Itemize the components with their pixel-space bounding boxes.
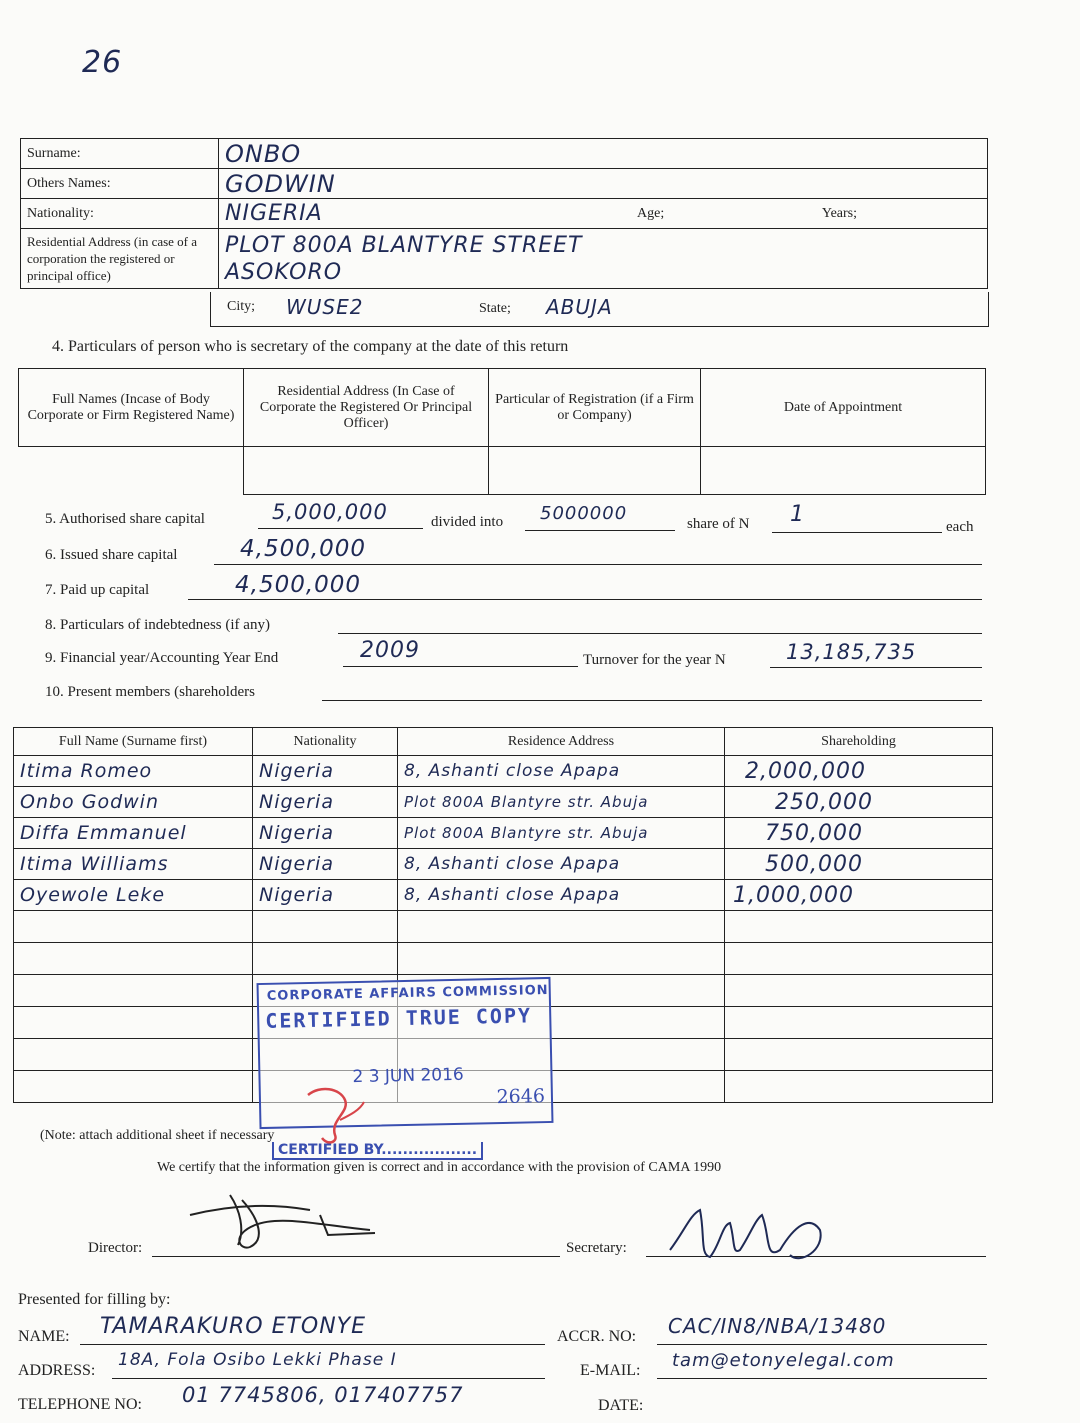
certify-text: We certify that the information given is correct and in accordance with the provision of CAMA 1990	[157, 1160, 722, 1175]
certified-by-stamp: CERTIFIED BY..................	[272, 1142, 483, 1160]
member-nationality: Nigeria	[253, 880, 398, 911]
member-name: Itima Romeo	[14, 756, 253, 787]
members-label: 10. Present members (shareholders	[45, 684, 255, 700]
state-value: ABUJA	[546, 295, 613, 319]
director-signature	[170, 1185, 400, 1260]
member-shares: 2,000,000	[725, 756, 993, 787]
stamp-line2: CERTIFIED TRUE COPY	[265, 1003, 533, 1033]
address-value: 18A, Fola Osibo Lekki Phase I	[118, 1350, 397, 1370]
sec-cell	[489, 447, 701, 495]
accr-value: CAC/IN8/NBA/13480	[668, 1314, 887, 1338]
accr-label: ACCR. NO:	[557, 1328, 637, 1345]
secretary-table	[18, 368, 986, 495]
financial-label: 9. Financial year/Accounting Year End	[45, 650, 279, 666]
sec-cell	[19, 447, 244, 495]
table-row	[14, 880, 993, 911]
sec-header-date: Date of Appointment	[701, 369, 986, 447]
age-label: Age;	[631, 199, 793, 229]
secretary-heading: 4. Particulars of person who is secretary of the company at the date of this return	[52, 338, 569, 355]
member-name: Diffa Emmanuel	[14, 818, 253, 849]
member-address: 8, Ashanti close Apapa	[398, 756, 725, 787]
surname-label: Surname:	[21, 139, 219, 169]
table-row	[14, 911, 993, 943]
member-name: Oyewole Leke	[14, 880, 253, 911]
issued-label: 6. Issued share capital	[45, 547, 178, 563]
telephone-value: 01 7745806, 017407757	[182, 1383, 464, 1407]
indebtedness-label: 8. Particulars of indebtedness (if any)	[45, 617, 270, 633]
table-row	[14, 818, 993, 849]
name-value: TAMARAKURO ETONYE	[100, 1314, 367, 1339]
member-name: Onbo Godwin	[14, 787, 253, 818]
stamp-number: 2646	[496, 1085, 546, 1109]
sec-cell	[244, 447, 489, 495]
secretary-signature	[660, 1195, 830, 1275]
member-nationality: Nigeria	[253, 849, 398, 880]
other-names-label: Others Names:	[21, 169, 219, 199]
member-shares: 500,000	[725, 849, 993, 880]
share-value: 1	[790, 502, 805, 527]
member-address: Plot 800A Blantyre str. Abuja	[398, 818, 725, 849]
secretary-label: Secretary:	[566, 1240, 627, 1256]
member-address: 8, Ashanti close Apapa	[398, 880, 725, 911]
share-label: share of N	[687, 516, 750, 532]
paid-value: 4,500,000	[235, 572, 362, 598]
turnover-label: Turnover for the year N	[583, 652, 726, 668]
telephone-label: TELEPHONE NO:	[18, 1396, 142, 1413]
member-header-address: Residence Address	[398, 728, 725, 756]
director-label: Director:	[88, 1240, 143, 1256]
issued-value: 4,500,000	[240, 536, 367, 562]
date-label: DATE:	[598, 1397, 644, 1414]
state-label: State;	[479, 301, 511, 316]
member-shares: 1,000,000	[725, 880, 993, 911]
authorised-label: 5. Authorised share capital	[45, 511, 205, 527]
authorised-value: 5,000,000	[272, 500, 388, 524]
name-label: NAME:	[18, 1328, 70, 1345]
city-value: WUSE2	[286, 295, 364, 319]
member-address: Plot 800A Blantyre str. Abuja	[398, 787, 725, 818]
page-number: 26	[82, 45, 123, 80]
address-line2: ASOKORO	[225, 259, 343, 285]
table-row	[14, 943, 993, 975]
sec-cell	[701, 447, 986, 495]
sec-header-address: Residential Address (In Case of Corporate the Registered Or Principal Officer)	[244, 369, 489, 447]
member-shares: 750,000	[725, 818, 993, 849]
stamp-line1: CORPORATE AFFAIRS COMMISSION	[266, 982, 549, 1004]
divided-label: divided into	[431, 514, 504, 530]
paid-label: 7. Paid up capital	[45, 582, 150, 598]
member-shares: 250,000	[725, 787, 993, 818]
email-value: tam@etonyelegal.com	[672, 1350, 895, 1371]
years-label: Years;	[793, 199, 988, 229]
other-names-value: GODWIN	[219, 169, 988, 199]
red-signature-mark	[300, 1080, 370, 1150]
table-row	[14, 849, 993, 880]
person-table	[20, 138, 988, 289]
member-address: 8, Ashanti close Apapa	[398, 849, 725, 880]
table-row	[14, 756, 993, 787]
each-label: each	[946, 519, 974, 535]
member-name: Itima Williams	[14, 849, 253, 880]
city-label: City;	[227, 299, 256, 314]
nationality-label: Nationality:	[21, 199, 219, 229]
city-state-row	[210, 292, 989, 327]
presented-label: Presented for filling by:	[18, 1291, 171, 1308]
member-nationality: Nigeria	[253, 787, 398, 818]
member-header-name: Full Name (Surname first)	[14, 728, 253, 756]
note-text: (Note: attach additional sheet if necessary	[40, 1128, 275, 1143]
address-label: ADDRESS:	[18, 1362, 96, 1379]
member-nationality: Nigeria	[253, 818, 398, 849]
financial-value: 2009	[360, 638, 420, 663]
sec-header-registration: Particular of Registration (if a Firm or Company)	[489, 369, 701, 447]
address-line1: PLOT 800A BLANTYRE STREET	[225, 232, 583, 258]
member-header-nationality: Nationality	[253, 728, 398, 756]
sec-header-name: Full Names (Incase of Body Corporate or Firm Registered Name)	[19, 369, 244, 447]
turnover-value: 13,185,735	[786, 640, 917, 664]
address-label: Residential Address (in case of a corporation the registered or principal office)	[21, 229, 219, 289]
table-row	[14, 787, 993, 818]
divided-value: 5000000	[540, 503, 628, 524]
member-header-shareholding: Shareholding	[725, 728, 993, 756]
surname-value: ONBO	[219, 139, 988, 169]
nationality-value: NIGERIA	[219, 199, 632, 229]
stamp-date: 2 3 JUN 2016	[352, 1064, 464, 1088]
email-label: E-MAIL:	[580, 1362, 641, 1379]
member-nationality: Nigeria	[253, 756, 398, 787]
